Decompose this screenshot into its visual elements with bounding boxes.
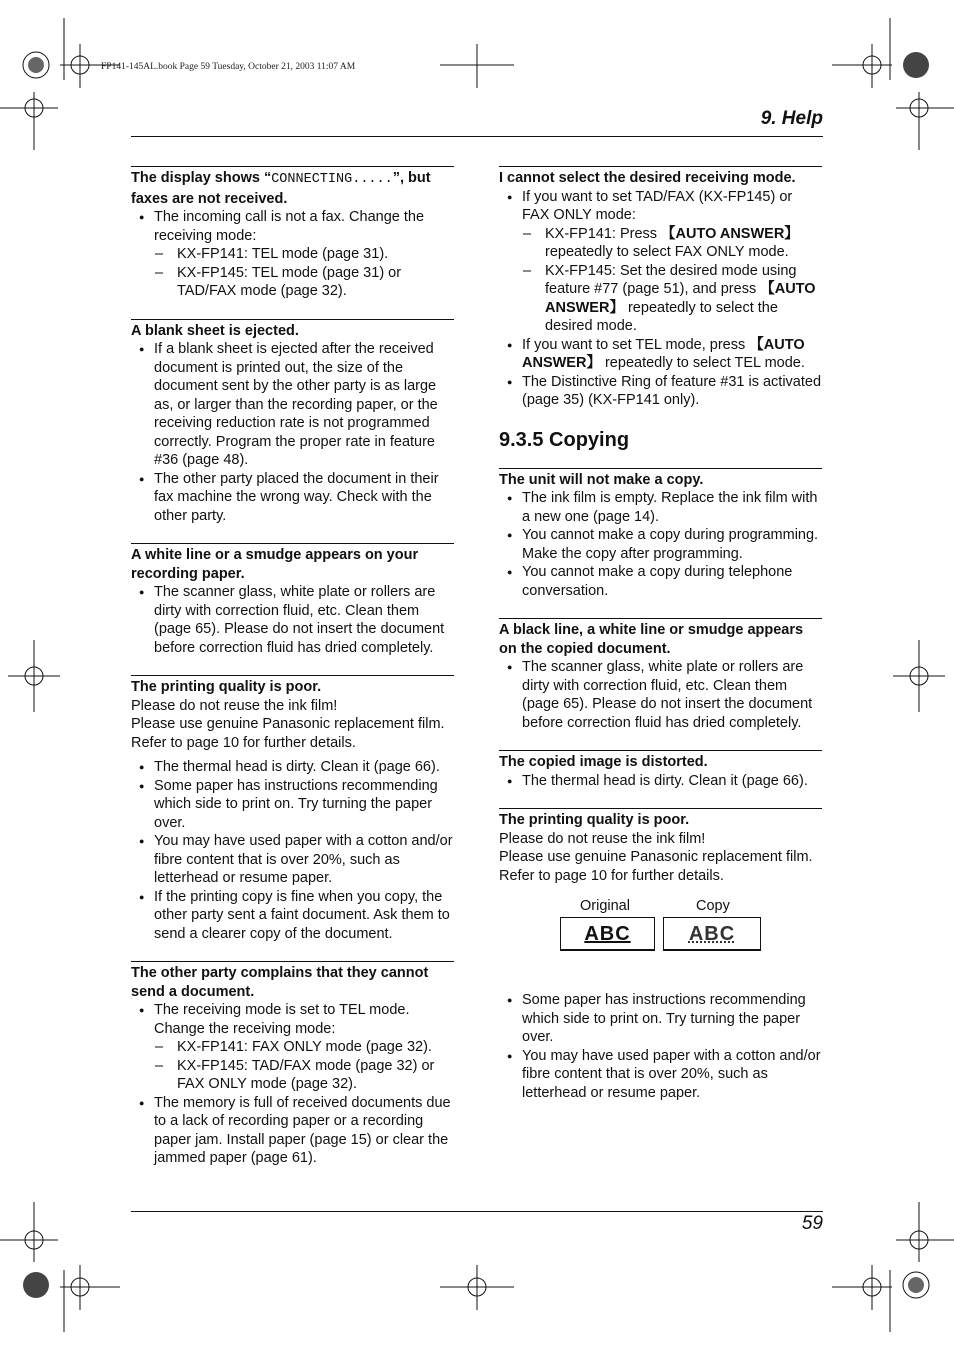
list-item: ● If you want to set TAD/FAX (KX-FP145) or FAX ONLY mode: – KX-FP141: Press 【AUTO ANSWER】 repeatedly to select FAX ONLY mode. – KX-FP145: Set the desired mode using feature #77 (page 51), and press 【AUTO ANSWER】 repeatedly to select the desired mode. — [499, 188, 822, 336]
list-item: ● The ink film is empty. Replace the ink film with a new one (page 14). — [499, 489, 822, 526]
page-number: 59 — [801, 1213, 823, 1234]
list-item: – KX-FP141: FAX ONLY mode (page 32). — [154, 1038, 454, 1057]
copy-label: Copy — [696, 898, 730, 914]
footer-rule — [131, 1211, 823, 1212]
copy-sample: ABC — [663, 917, 761, 951]
block-heading: The printing quality is poor. — [499, 812, 690, 828]
list-item: ● If the printing copy is fine when you copy, the other party sent a faint document. Ask them to send a clearer copy of the document. — [131, 888, 454, 944]
original-sample: ABC — [560, 917, 655, 951]
list-item: ● You cannot make a copy during telephone conversation. — [499, 563, 822, 600]
list-item: ● The thermal head is dirty. Clean it (page 66). — [131, 758, 454, 777]
auto-answer-key: 【AUTO ANSWER】 — [522, 336, 805, 371]
left-column — [131, 166, 454, 1186]
list-item: ● The memory is full of received documents due to a lack of recording paper or a recording paper jam. Install paper (page 15) or clear the jammed paper (page 61). — [131, 1094, 454, 1168]
sub-list — [522, 225, 822, 336]
sub-list — [154, 245, 454, 301]
paragraph: Please do not reuse the ink film! — [131, 697, 338, 714]
block-heading: The copied image is distorted. — [499, 754, 708, 770]
auto-answer-key: 【AUTO ANSWER】 — [545, 281, 816, 316]
section-title: 9.3.5 Copying — [499, 428, 630, 451]
sub-list — [154, 1038, 454, 1094]
list-item: ● The scanner glass, white plate or rollers are dirty with correction fluid, etc. Clean them (page 65). Please do not insert the document before correction fluid has dried completely. — [131, 583, 454, 657]
bullet-list — [499, 658, 822, 732]
auto-answer-key: 【AUTO ANSWER】 — [661, 225, 799, 242]
list-item: ● Some paper has instructions recommending which side to print on. Try turning the paper over. — [499, 991, 822, 1047]
block-heading: I cannot select the desired receiving mode. — [499, 170, 796, 186]
list-item: – KX-FP145: Set the desired mode using feature #77 (page 51), and press 【AUTO ANSWER】 repeatedly to select the desired mode. — [522, 262, 822, 336]
display-message: CONNECTING..... — [271, 172, 393, 187]
print-quality-figure — [499, 893, 822, 981]
list-item: – KX-FP145: TEL mode (page 31) or TAD/FAX mode (page 32). — [154, 264, 454, 301]
trouble-block — [499, 166, 822, 410]
list-item: – KX-FP141: TEL mode (page 31). — [154, 245, 454, 264]
list-item: ● Some paper has instructions recommending which side to print on. Try turning the paper over. — [131, 777, 454, 833]
trouble-block — [131, 319, 454, 526]
bullet-list — [131, 583, 454, 657]
header-rule — [131, 136, 823, 137]
list-item: – KX-FP141: Press 【AUTO ANSWER】 repeatedly to select FAX ONLY mode. — [522, 225, 822, 262]
book-info: FP141-145AL.book Page 59 Tuesday, October 21, 2003 11:07 AM — [101, 62, 356, 72]
block-heading: A blank sheet is ejected. — [131, 322, 299, 339]
bullet-list — [499, 772, 822, 791]
list-item: ● If you want to set TEL mode, press 【AUTO ANSWER】 repeatedly to select TEL mode. — [499, 336, 822, 373]
trouble-block — [499, 618, 822, 732]
block-heading: The display shows “CONNECTING.....”, but faxes are not received. — [131, 170, 431, 207]
bullet-list — [131, 758, 454, 943]
list-item: ● You may have used paper with a cotton and/or fibre content that is over 20%, such as letterhead or resume paper. — [499, 1047, 822, 1103]
chapter-title: 9. Help — [760, 108, 823, 129]
trouble-block — [499, 468, 822, 601]
bullet-list — [499, 991, 822, 1102]
list-item: ● The receiving mode is set to TEL mode. Change the receiving mode: – KX-FP141: FAX ONLY mode (page 32). – KX-FP145: TAD/FAX mode (page 32) or FAX ONLY mode (page 32). — [131, 1001, 454, 1094]
block-heading: The printing quality is poor. — [131, 679, 322, 695]
bullet-list — [499, 489, 822, 600]
list-item: ● The thermal head is dirty. Clean it (page 66). — [499, 772, 822, 791]
list-item: ● The Distinctive Ring of feature #31 is activated (page 35) (KX-FP141 only). — [499, 373, 822, 410]
trouble-block — [499, 808, 822, 1102]
block-heading: The unit will not make a copy. — [499, 471, 704, 488]
list-item: ● You cannot make a copy during programming. Make the copy after programming. — [499, 526, 822, 563]
trouble-block — [131, 543, 454, 657]
trouble-block — [131, 166, 454, 301]
bullet-list — [499, 188, 822, 410]
block-heading: A white line or a smudge appears on your recording paper. — [131, 547, 419, 582]
paragraph: Please use genuine Panasonic replacement film. Refer to page 10 for further details. — [499, 849, 813, 884]
original-label: Original — [580, 898, 630, 914]
trouble-block — [131, 961, 454, 1168]
list-item: ● The incoming call is not a fax. Change the receiving mode: – KX-FP141: TEL mode (page 31). – KX-FP145: TEL mode (page 31) or TAD/FAX mode (page 32). — [131, 208, 454, 301]
list-item: ● If a blank sheet is ejected after the received document is printed out, the size of the document sent by the other party is as large as, or larger than the recording paper, or the receiving reduction rate is not programmed correctly. Program the proper rate in feature #36 (page 48). — [131, 340, 454, 470]
bullet-list — [131, 1001, 454, 1168]
list-item: ● You may have used paper with a cotton and/or fibre content that is over 20%, such as letterhead or resume paper. — [131, 832, 454, 888]
paragraph: Please use genuine Panasonic replacement film. Refer to page 10 for further details. — [131, 716, 445, 751]
bullet-list — [131, 208, 454, 301]
block-heading: A black line, a white line or smudge appears on the copied document. — [499, 622, 804, 657]
list-item: ● The scanner glass, white plate or rollers are dirty with correction fluid, etc. Clean them (page 65). Please do not insert the document before correction fluid has dried completely. — [499, 658, 822, 732]
block-heading: The other party complains that they cannot send a document. — [131, 965, 429, 1000]
bullet-list — [131, 340, 454, 525]
right-column — [499, 166, 822, 1120]
list-item: – KX-FP145: TAD/FAX mode (page 32) or FAX ONLY mode (page 32). — [154, 1057, 454, 1094]
list-item: ● The other party placed the document in their fax machine the wrong way. Check with the other party. — [131, 470, 454, 526]
paragraph: Please do not reuse the ink film! — [499, 830, 706, 847]
trouble-block — [131, 675, 454, 943]
trouble-block — [499, 750, 822, 790]
